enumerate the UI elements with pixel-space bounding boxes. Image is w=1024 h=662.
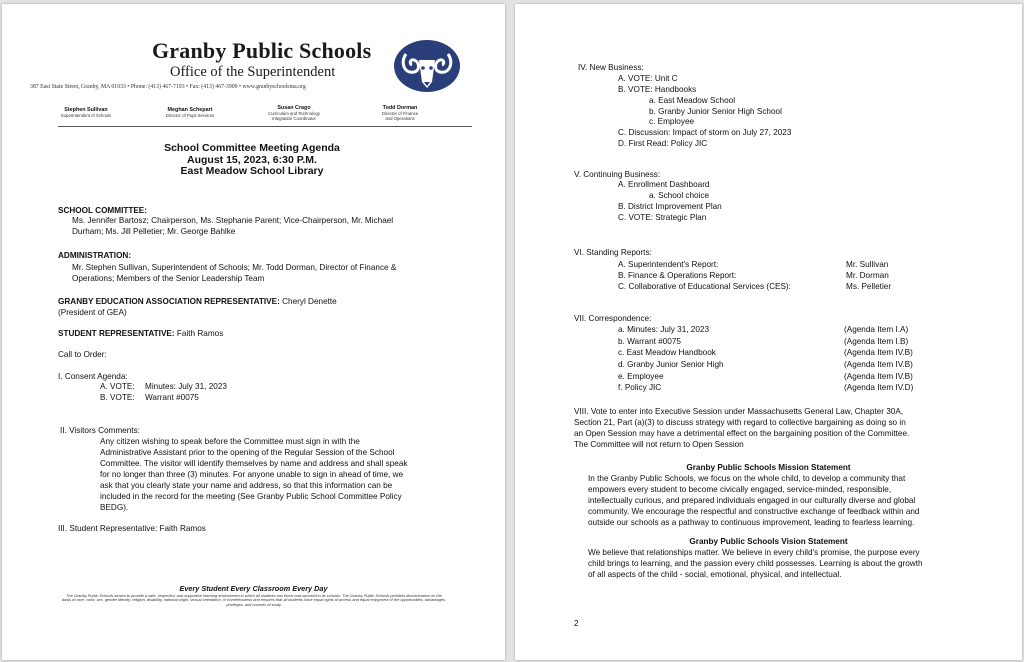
gea-note: (President of GEA) (58, 308, 127, 317)
vision-title: Granby Public Schools Vision Statement (689, 537, 848, 546)
footer-motto: Every Student Every Classroom Every Day (179, 584, 328, 593)
consent-agenda-heading: I. Consent Agenda: (58, 372, 128, 381)
standing-report-presenter: Mr. Sullivan (846, 260, 889, 269)
visitors-line: included in the record for the meeting (See Granby Public School Committee Policy (100, 492, 402, 501)
correspondence-heading: VII. Correspondence: (574, 314, 652, 323)
standing-report-item: C. Collaborative of Educational Services (CES): (618, 282, 791, 291)
letterhead-address: 387 East State Street, Granby, MA 01033 • Phone: (413) 467-7193 • Fax: (413) 467-3909 • www.granbyschoolsma.org (30, 84, 306, 90)
mission-line: outside our schools as a pathway to continuous improvement, leading to fearless learning. (588, 518, 915, 527)
mission-line: empowers every student to become civically engaged, service-minded, responsible, (588, 485, 892, 494)
executive-session-line: The Committee will not return to Open Session (574, 440, 744, 449)
staff-title: Integration Coordinator (272, 116, 316, 121)
footer-fine-print: The Granby Public Schools strives to provide a safe, respectful, and supportive learning environment in which all students can thrive and succeed in its schools. The Granby Public Schools prohibits discrimination on the basis of race, color, sex, gender identity, religion, disability, national origin, sexual orientation, or homelessness and ensures that all students have equal rights of access and equal enjoyment of the opportunities, advantages, privileges, and courses of study. (62, 593, 446, 607)
staff-name: Todd Dorman (382, 105, 418, 111)
student-rep-item: III. Student Representative: Faith Ramos (58, 524, 206, 533)
new-business-subitem: c. Employee (649, 117, 695, 126)
staff-name: Susan Crago (277, 105, 311, 111)
staff-title: and Operations (385, 116, 415, 121)
call-to-order: Call to Order: (58, 350, 107, 359)
correspondence-item: c. East Meadow Handbook (618, 348, 716, 357)
vision-line: child brings to learning, and the passion every child possesses. Learning is about the growth (588, 559, 923, 568)
mission-title: Granby Public Schools Mission Statement (686, 463, 851, 472)
standing-report-item: B. Finance & Operations Report: (618, 271, 737, 280)
correspondence-item: f. Policy JIC (618, 383, 662, 392)
executive-session-line: an Open Session may have a detrimental effect on the bargaining position of the Committee. (574, 429, 910, 438)
visitors-line: for no longer than three (3) minutes. For anyone unable to sign in ahead of time, we (100, 470, 404, 479)
student-rep-label: STUDENT REPRESENTATIVE: (58, 329, 175, 338)
new-business-item: B. VOTE: Handbooks (618, 85, 697, 94)
staff-name: Meghan Schepart (167, 107, 213, 113)
visitors-line: BEDG). (100, 503, 129, 512)
visitors-line: Any citizen wishing to speak before the Committee must sign in with the (100, 437, 360, 446)
staff-title: Superintendent of Schools (60, 113, 112, 118)
mission-line: community. We encourage the respectful and constructive exchange of feedback within and (588, 507, 920, 516)
staff-title: Director of Pupil Services (165, 113, 215, 118)
correspondence-ref: (Agenda Item IV.B) (844, 348, 913, 357)
correspondence-ref: (Agenda Item IV.D) (844, 383, 914, 392)
correspondence-ref: (Agenda Item IV.B) (844, 360, 913, 369)
standing-report-item: A. Superintendent's Report: (618, 260, 719, 269)
new-business-item: D. First Read: Policy JIC (618, 139, 708, 148)
agenda-title-line: East Meadow School Library (180, 165, 324, 177)
correspondence-item: a. Minutes: July 31, 2023 (618, 325, 710, 334)
new-business-heading: IV. New Business: (578, 63, 644, 72)
correspondence-ref: (Agenda Item IV.B) (844, 372, 913, 381)
correspondence-item: d. Granby Junior Senior High (618, 360, 724, 369)
consent-item-value: Warrant #0075 (145, 393, 199, 402)
office-title: Office of the Superintendent (170, 64, 336, 80)
school-committee-label: SCHOOL COMMITTEE: (58, 206, 147, 215)
new-business-item: A. VOTE: Unit C (618, 74, 678, 83)
executive-session-line: Section 21, Part (a)(3) to discuss strategy with regard to collective bargaining as doing so in (574, 418, 906, 427)
gea-value: Cheryl Denette (279, 297, 337, 306)
correspondence-item: e. Employee (618, 372, 664, 381)
administration-line: Mr. Stephen Sullivan, Superintendent of Schools; Mr. Todd Dorman, Director of Finance & (72, 263, 397, 272)
mission-line: intellectually curious, and prepared individuals engaged in our culturally diverse and global (588, 496, 916, 505)
page-number: 2 (574, 619, 579, 628)
standing-reports-heading: VI. Standing Reports: (574, 248, 652, 257)
staff-column (150, 107, 230, 118)
ram-logo-icon (392, 38, 462, 94)
continuing-business-item: B. District Improvement Plan (618, 202, 722, 211)
student-rep-value: Faith Ramos (174, 329, 224, 338)
agenda-title-line: School Committee Meeting Agenda (164, 142, 340, 154)
continuing-business-subitem: a. School choice (649, 191, 710, 200)
administration-line: Operations; Members of the Senior Leadership Team (72, 274, 265, 283)
school-committee-line: Durham; Ms. Jill Pelletier; Mr. George Bahlke (72, 227, 236, 236)
letterhead-divider (58, 126, 472, 127)
staff-column (254, 105, 334, 121)
gea-representative (58, 297, 337, 308)
continuing-business-item: A. Enrollment Dashboard (618, 180, 710, 189)
consent-item-value: Minutes: July 31, 2023 (145, 382, 227, 391)
staff-name: Stephen Sullivan (64, 107, 108, 113)
visitors-line: ask that you clearly state your name and address, so that this information can be (100, 481, 393, 490)
standing-report-presenter: Mr. Dorman (846, 271, 889, 280)
executive-session-line: VIII. Vote to enter into Executive Session under Massachusetts General Law, Chapter 30A, (574, 407, 904, 416)
new-business-item: C. Discussion: Impact of storm on July 27, 2023 (618, 128, 792, 137)
visitors-line: Committee. The visitor will identify themselves by name and address and shall speak (100, 459, 408, 468)
student-representative (58, 329, 223, 340)
staff-column (360, 105, 440, 121)
correspondence-ref: (Agenda Item I.B) (844, 337, 909, 346)
staff-column (46, 107, 126, 118)
staff-title: Director of Finance (381, 111, 419, 116)
vision-line: We believe that relationships matter. We believe in every child's promise, the purpose every (588, 548, 920, 557)
new-business-subitem: b. Granby Junior Senior High School (649, 107, 782, 116)
continuing-business-item: C. VOTE: Strategic Plan (618, 213, 707, 222)
gea-label: GRANBY EDUCATION ASSOCIATION REPRESENTATIVE: (58, 297, 280, 306)
school-name: Granby Public Schools (152, 38, 372, 63)
school-committee-line: Ms. Jennifer Bartosz; Chairperson, Ms. Stephanie Parent; Vice-Chairperson, Mr. Michael (72, 216, 394, 225)
agenda-title-line: August 15, 2023, 6:30 P.M. (187, 153, 317, 166)
vision-line: of all aspects of the child - social, emotional, physical, and intellectual. (588, 570, 842, 579)
mission-line: In the Granby Public Schools, we focus on the whole child, to develop a community that (588, 474, 906, 483)
staff-title: Curriculum and Technology (268, 111, 320, 116)
standing-report-presenter: Ms. Pelletier (846, 282, 892, 291)
agenda-page-2 (515, 4, 1022, 660)
consent-item-label: A. VOTE: (100, 382, 135, 391)
visitors-heading: II. Visitors Comments: (60, 426, 140, 435)
administration-label: ADMINISTRATION: (58, 251, 132, 260)
agenda-page-1 (2, 4, 505, 660)
new-business-subitem: a. East Meadow School (649, 96, 736, 105)
continuing-business-heading: V. Continuing Business: (574, 170, 661, 179)
correspondence-item: b. Warrant #0075 (618, 337, 681, 346)
consent-item-label: B. VOTE: (100, 393, 135, 402)
correspondence-ref: (Agenda Item I.A) (844, 325, 909, 334)
agenda-title (102, 143, 402, 178)
visitors-line: Administrative Assistant prior to the opening of the Regular Session of the School (100, 448, 395, 457)
